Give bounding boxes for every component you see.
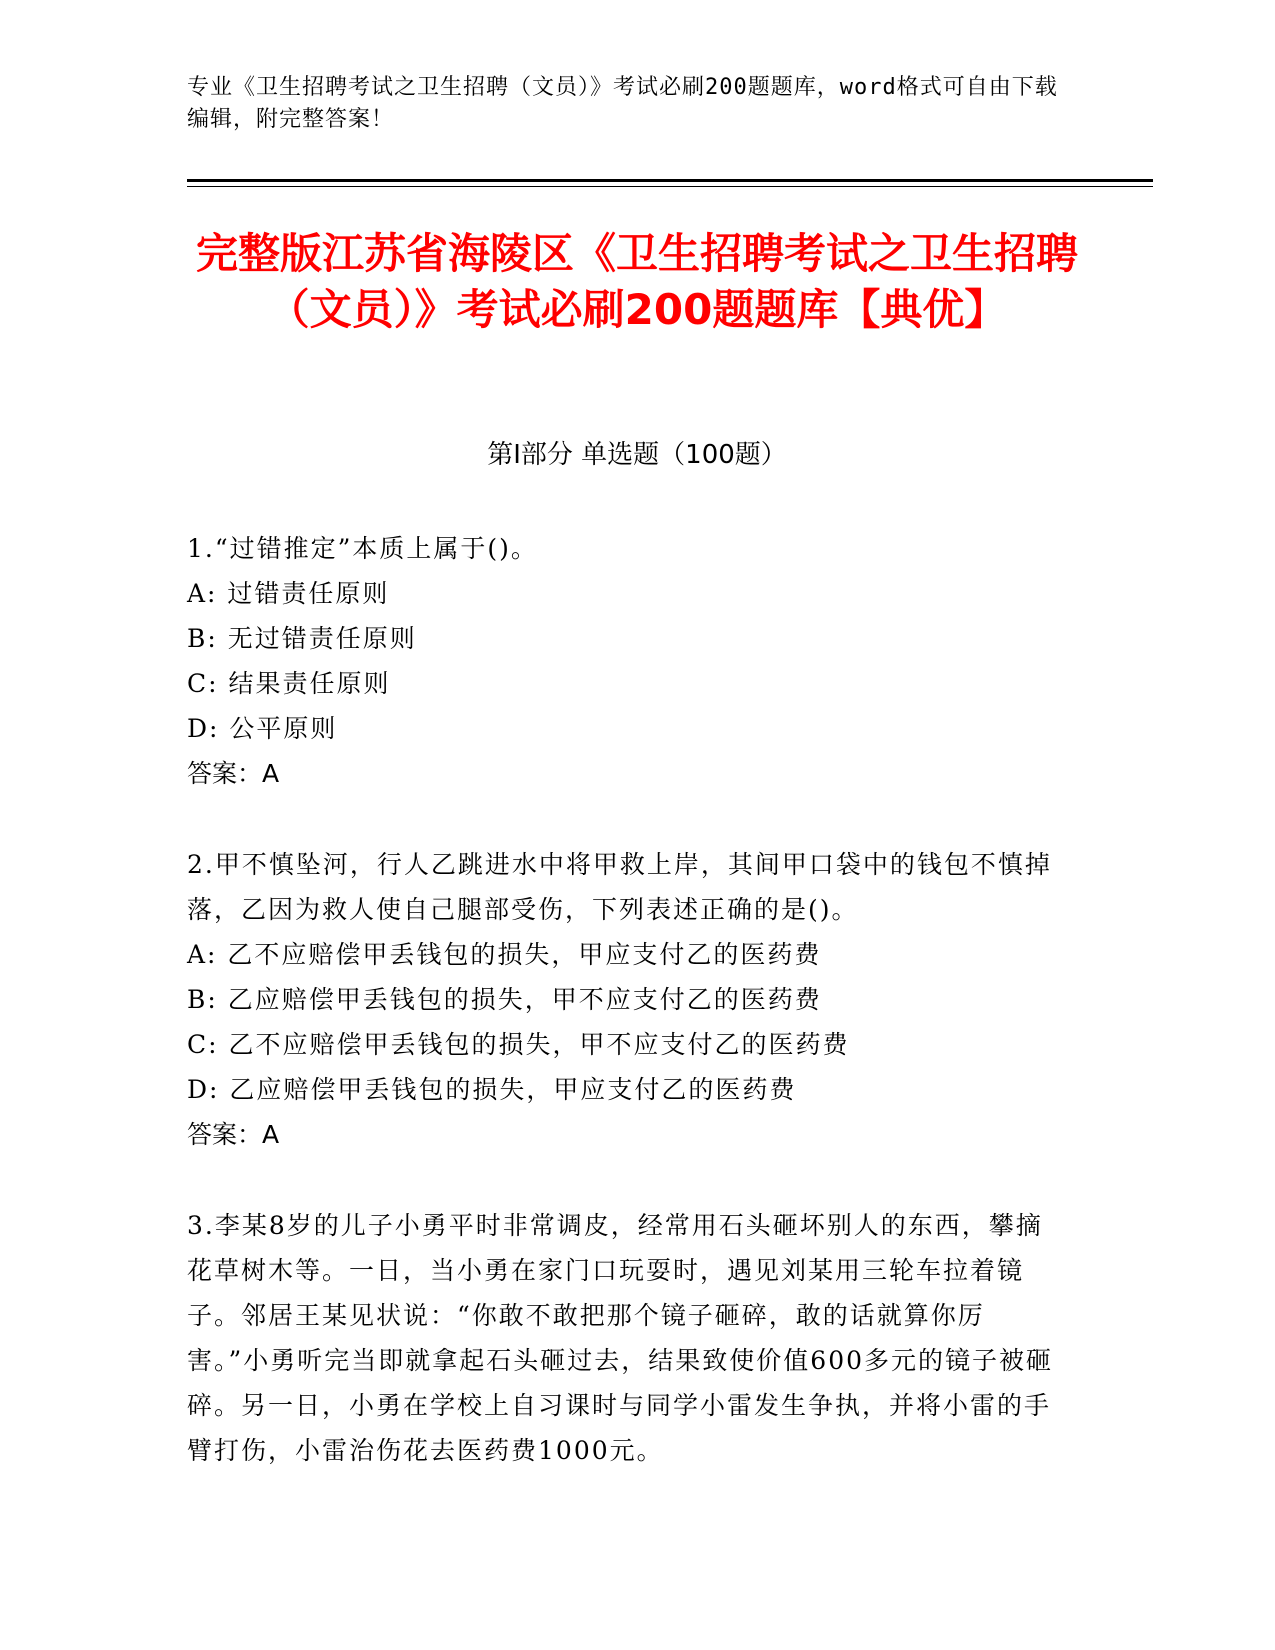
option-d: D: 乙应赔偿甲丢钱包的损失，甲应支付乙的医药费 [187, 1075, 797, 1104]
option-a: A: 过错责任原则 [187, 579, 390, 608]
question-text: 3.李某8岁的儿子小勇平时非常调皮，经常用石头砸坏别人的东西，攀摘花草树木等。一日，当小勇在家门口玩耍时，遇见刘某用三轮车拉着镜子。邻居王某见状说：“你敢不敢把那个镜子砸碎，敢的话就算你厉害。”小勇听完当即就拿起石头砸过去，结果致使价值600多元的镜子被砸碎。另一日，小勇在学校上自习课时与同学小雷发生争执，并将小雷的手臂打伤，小雷治伤花去医药费1000元。 [187, 1211, 1054, 1465]
answer: 答案：A [187, 1120, 280, 1149]
document-title: 完整版江苏省海陵区《卫生招聘考试之卫生招聘（文员）》考试必刷200题题库【典优】 [195, 229, 1078, 334]
question-text: 1.“过错推定”本质上属于()。 [187, 534, 538, 563]
option-b: B: 无过错责任原则 [187, 624, 417, 653]
question-2 [187, 842, 1067, 1157]
header-note: 专业《卫生招聘考试之卫生招聘（文员）》考试必刷200题题库，word格式可自由下载编辑，附完整答案！ [187, 75, 1058, 132]
option-a: A: 乙不应赔偿甲丢钱包的损失，甲应支付乙的医药费 [187, 940, 822, 969]
answer: 答案：A [187, 759, 280, 788]
question-1 [187, 526, 1067, 796]
option-b: B: 乙应赔偿甲丢钱包的损失，甲不应支付乙的医药费 [187, 985, 822, 1014]
header-rule-thick [187, 179, 1153, 182]
question-3 [187, 1203, 1067, 1473]
header-rule-thin [187, 186, 1153, 187]
option-c: C: 乙不应赔偿甲丢钱包的损失，甲不应支付乙的医药费 [187, 1030, 850, 1059]
question-text: 2.甲不慎坠河，行人乙跳进水中将甲救上岸，其间甲口袋中的钱包不慎掉落，乙因为救人使自己腿部受伤，下列表述正确的是()。 [187, 850, 1052, 924]
option-d: D: 公平原则 [187, 714, 338, 743]
question-list [187, 526, 1067, 1519]
option-c: C: 结果责任原则 [187, 669, 391, 698]
section-heading: 第I部分 单选题（100题） [487, 440, 787, 470]
